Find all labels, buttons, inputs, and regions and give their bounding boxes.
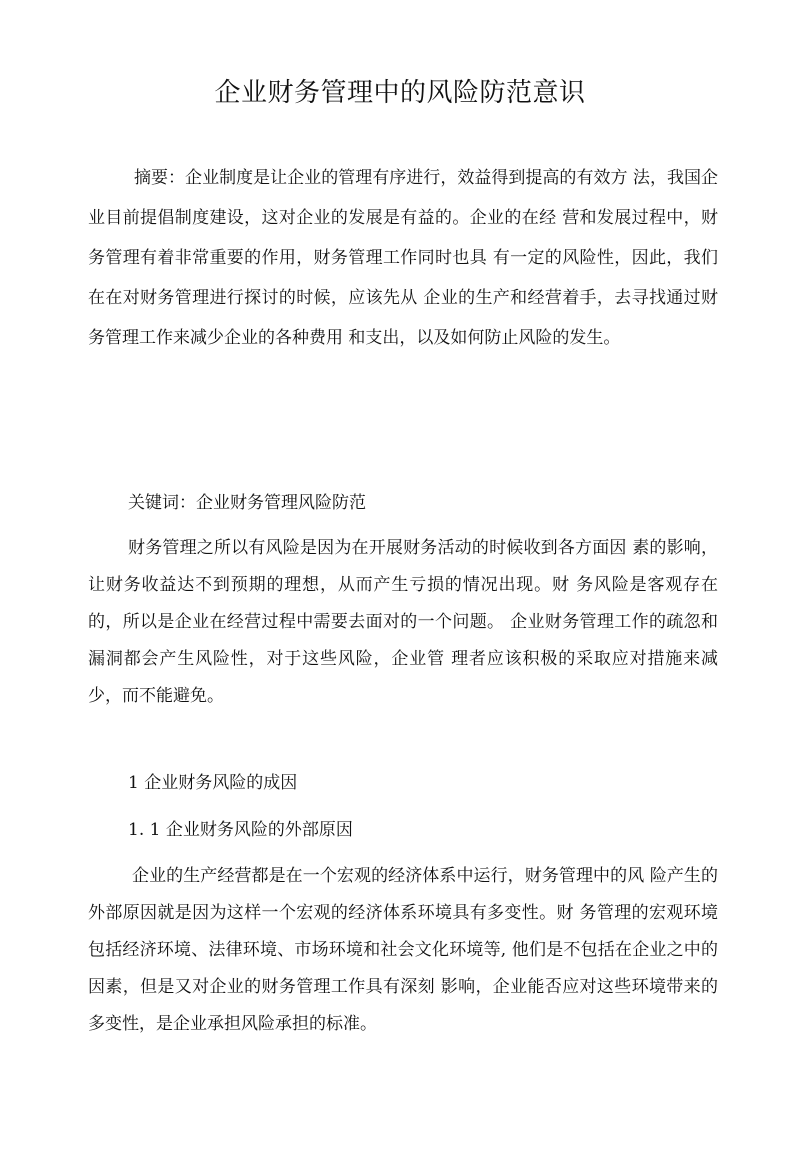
- section-heading-1-1: 1. 1 企业财务风险的外部原因: [128, 820, 353, 840]
- intro-paragraph: 财务管理之所以有风险是因为在开展财务活动的时候收到各方面因 素的影响，让财务收益达不到预期的理想，从而产生亏损的情况出现。财 务风险是客观存在的，所以是企业在经营过程中需要去面对的一个问题。 企业财务管理工作的疏忽和漏洞都会产生风险性，对于这些风险，企业管 理者应该积极的采取应对措施来减少，而不能避免。: [88, 538, 718, 706]
- keywords-line: 关键词：企业财务管理风险防范: [128, 493, 366, 513]
- abstract-paragraph: 摘要：企业制度是让企业的管理有序进行，效益得到提高的有效方 法，我国企业目前提倡制度建设，这对企业的发展是有益的。企业的在经 营和发展过程中，财务管理有着非常重要的作用，财务管理工作同时也具 有一定的风险性，因此，我们在在对财务管理进行探讨的时候，应该先从 企业的生产和经营着手，去寻找通过财务管理工作来减少企业的各种费用 和支出，以及如何防止风险的发生。: [88, 168, 718, 348]
- section-heading-1: 1 企业财务风险的成因: [128, 773, 298, 793]
- document-title: 企业财务管理中的风险防范意识: [214, 78, 586, 108]
- external-causes-paragraph: 企业的生产经营都是在一个宏观的经济体系中运行，财务管理中的风 险产生的外部原因就是因为这样一个宏观的经济体系环境具有多变性。财 务管理的宏观环境包括经济环境、法律环境、市场环境和社会文化环境等, 他们是不包括在企业之中的因素，但是又对企业的财务管理工作具有深刻 影响，企业能否应对这些环境带来的多变性，是企业承担风险承担的标准。: [88, 866, 718, 1034]
